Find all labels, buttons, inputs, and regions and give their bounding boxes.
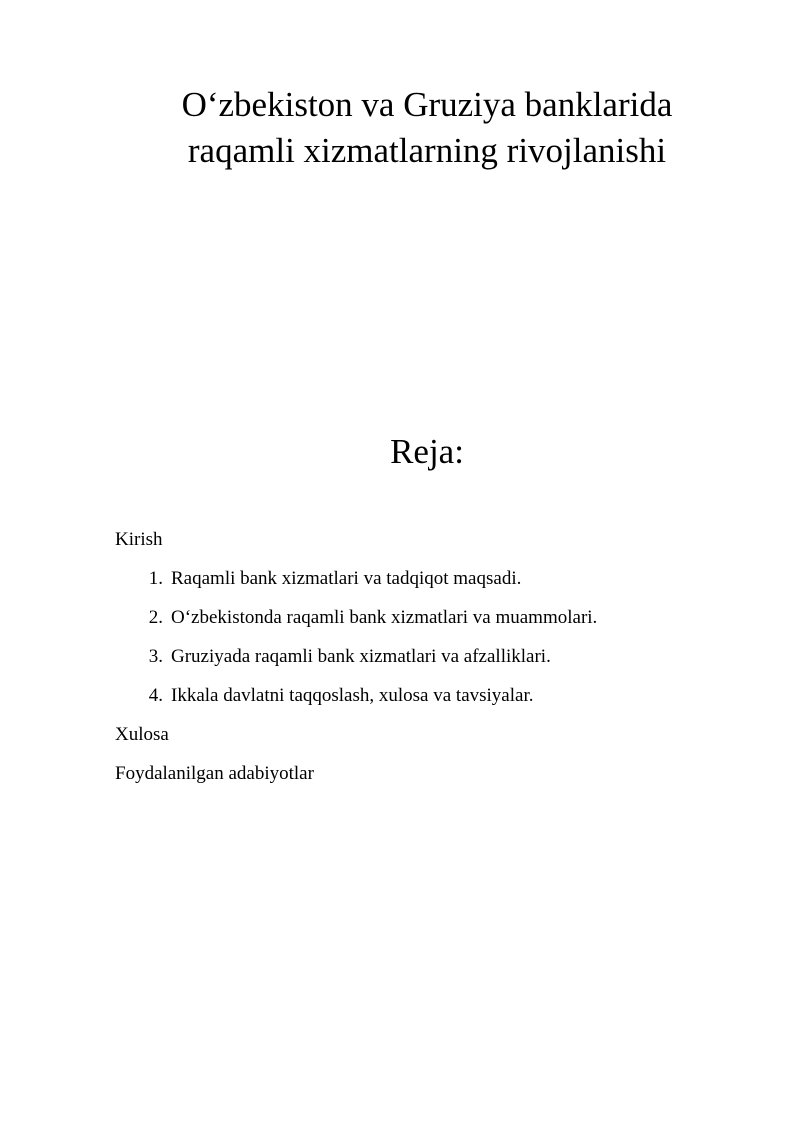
list-item — [115, 608, 755, 628]
list-item-text: O‘zbekistonda raqamli bank xizmatlari va muammolari. — [171, 607, 598, 628]
plan-heading: Reja: — [390, 432, 464, 471]
list-item-text: Ikkala davlatni taqqoslash, xulosa va tavsiyalar. — [171, 685, 534, 706]
list-item-number: 3. — [148, 646, 163, 667]
list-item-text: Raqamli bank xizmatlari va tadqiqot maqsadi. — [171, 568, 522, 589]
document-title — [115, 82, 739, 174]
list-item-number: 2. — [148, 607, 163, 628]
list-item — [115, 569, 755, 589]
list-item — [115, 647, 755, 667]
toc-intro: Kirish — [115, 529, 163, 550]
list-item-number: 4. — [148, 685, 163, 706]
list-item — [115, 686, 755, 706]
table-of-contents — [115, 530, 755, 803]
toc-references: Foydalanilgan adabiyotlar — [115, 763, 314, 784]
toc-conclusion: Xulosa — [115, 724, 169, 745]
toc-numbered-list — [115, 569, 755, 706]
document-title-line-2: raqamli xizmatlarning rivojlanishi — [187, 131, 667, 170]
list-item-text: Gruziyada raqamli bank xizmatlari va afzalliklari. — [171, 646, 551, 667]
document-title-line-1: O‘zbekiston va Gruziya banklarida — [181, 85, 673, 124]
list-item-number: 1. — [148, 568, 163, 589]
